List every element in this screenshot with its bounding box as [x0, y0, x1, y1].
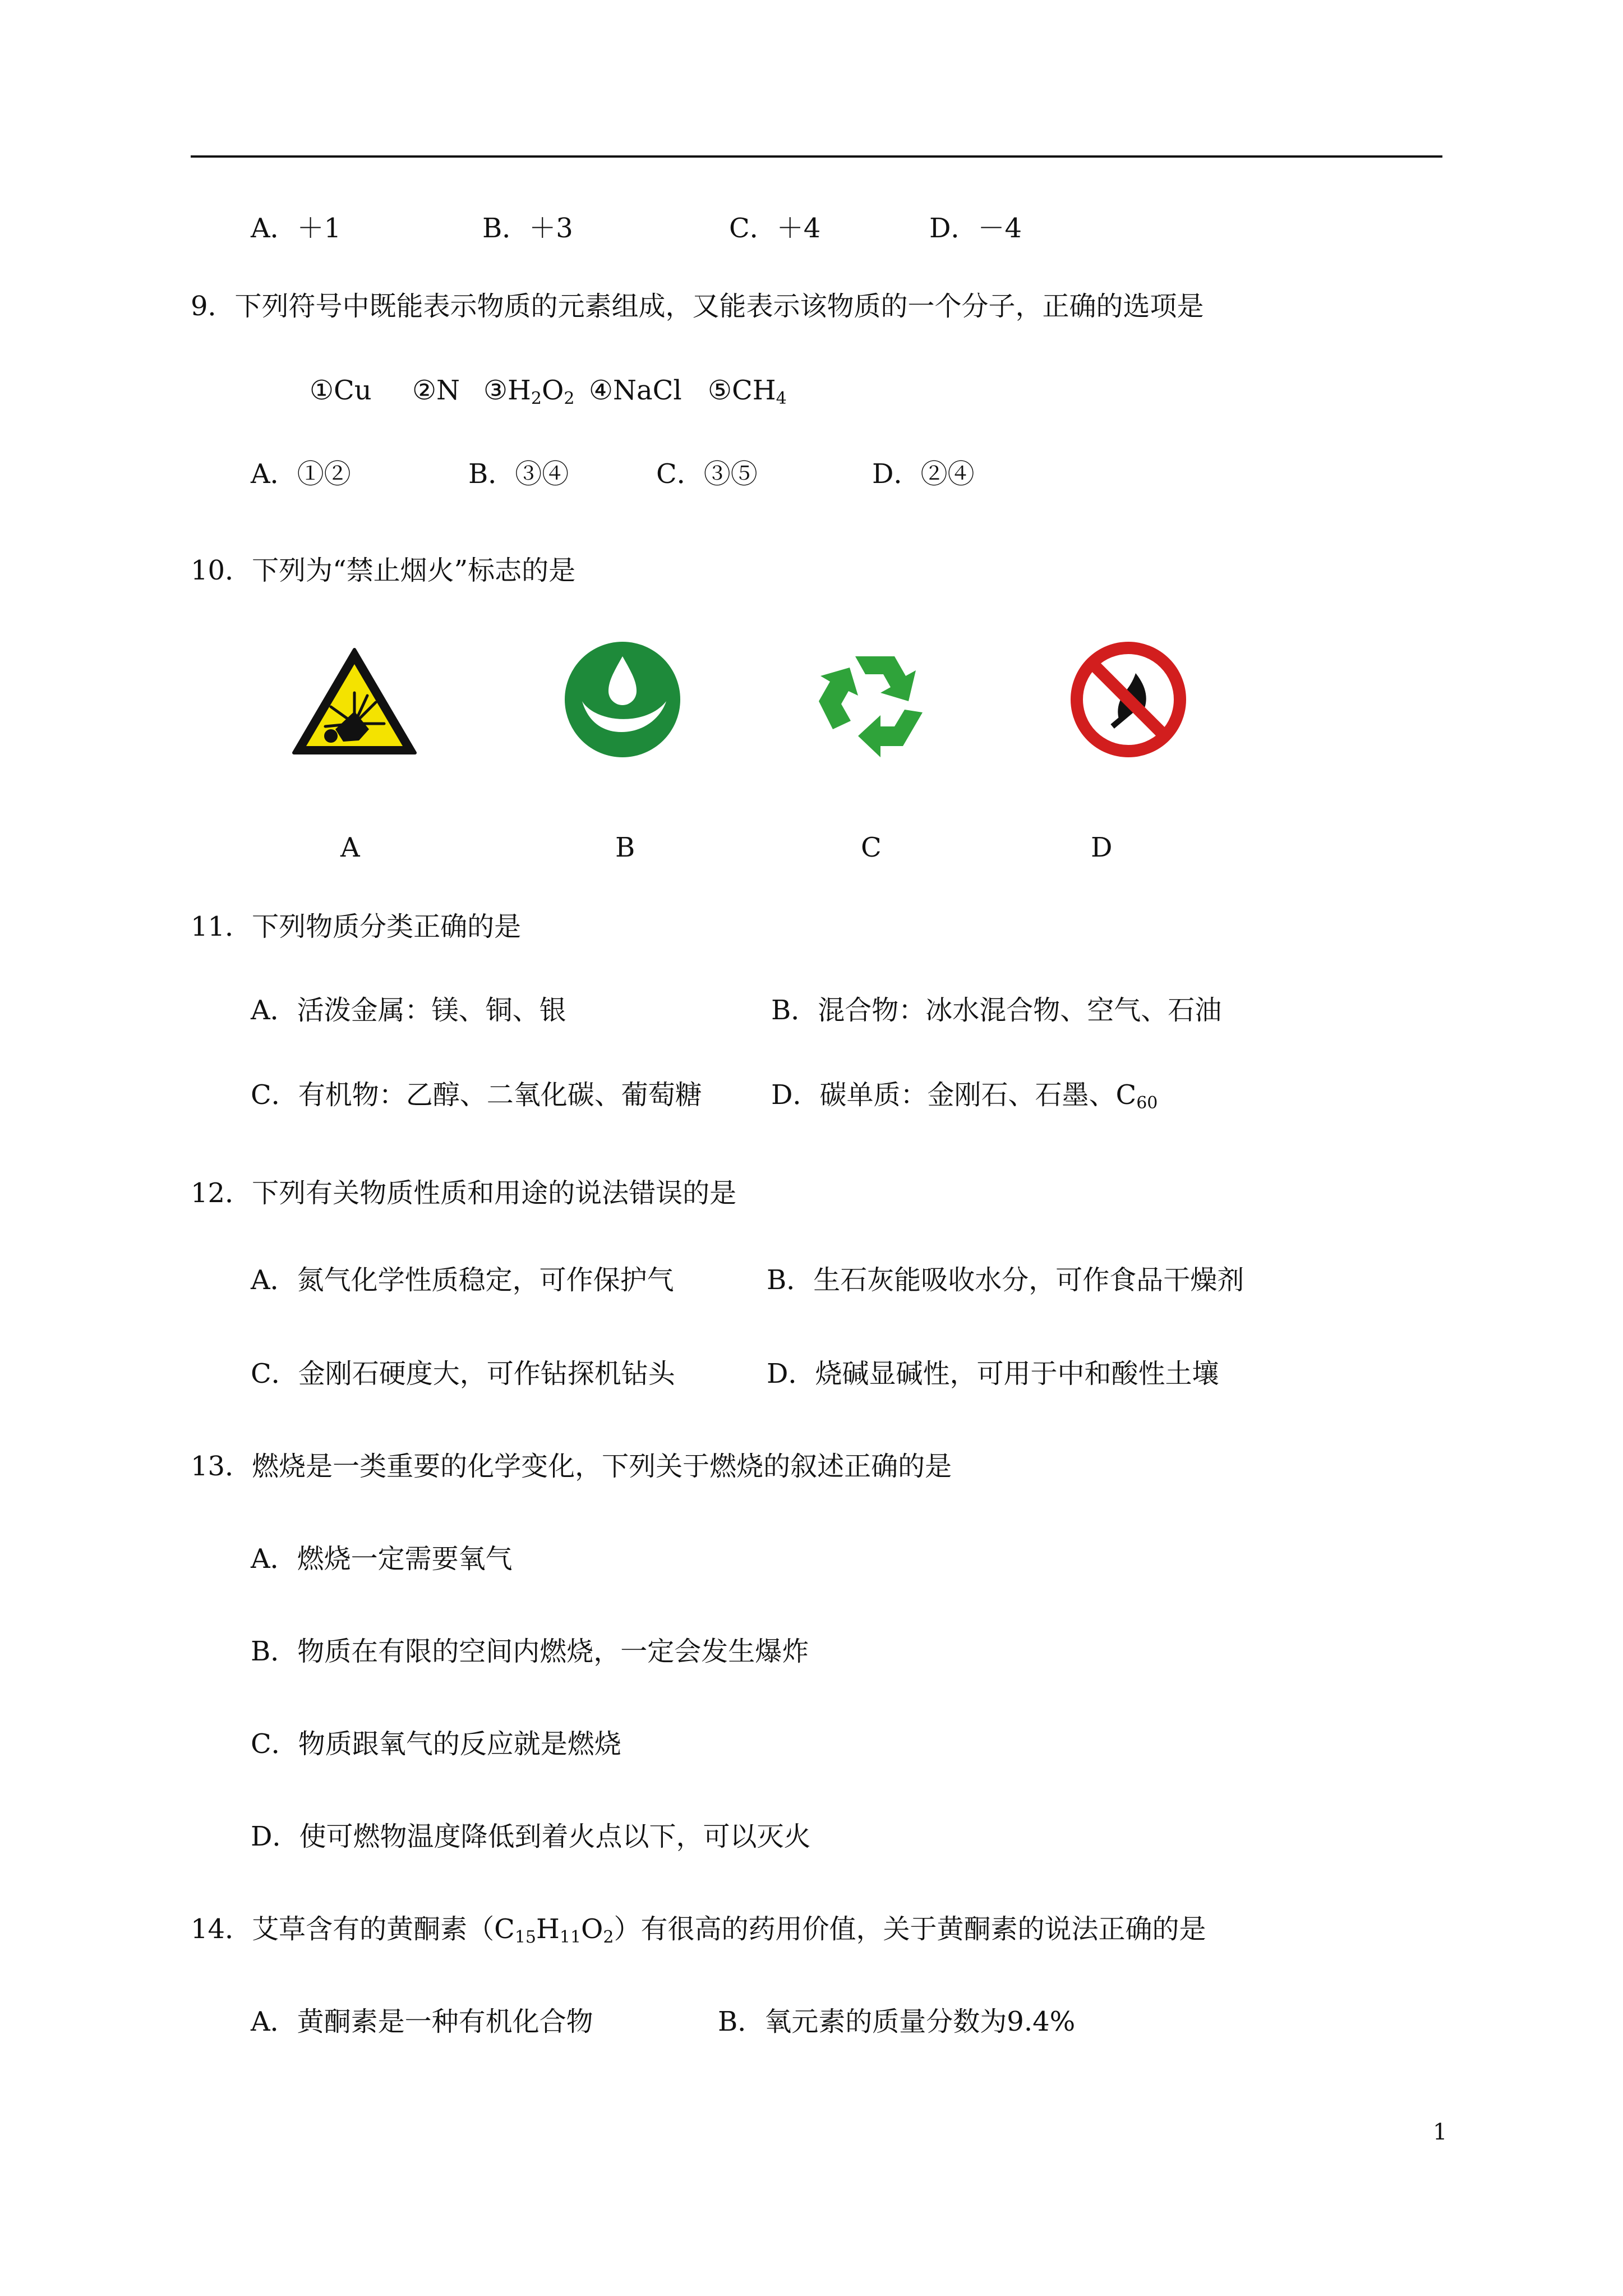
recycle-icon — [816, 639, 937, 760]
q12-option-a: A．氮气化学性质稳定，可作保护气 — [251, 1264, 674, 1296]
q11-option-c: C．有机物：乙醇、二氧化碳、葡萄糖 — [251, 1079, 702, 1111]
q9-symbol-4: ④NaCl — [589, 375, 682, 406]
q9-option-c: C．③⑤ — [656, 458, 758, 490]
q12-option-b: B．生石灰能吸收水分，可作食品干燥剂 — [767, 1264, 1244, 1296]
q10-stem: 10．下列为“禁止烟火”标志的是 — [191, 555, 576, 586]
q14-option-a: A．黄酮素是一种有机化合物 — [251, 2006, 593, 2037]
q9-symbol-1: ①Cu — [310, 375, 372, 406]
q10-label-c: C — [861, 832, 882, 863]
q8-option-d: D．－4 — [929, 213, 1022, 244]
q13-option-d: D．使可燃物温度降低到着火点以下，可以灭火 — [251, 1821, 811, 1852]
q12-option-d: D．烧碱显碱性，可用于中和酸性土壤 — [767, 1358, 1219, 1389]
q13-option-a: A．燃烧一定需要氧气 — [251, 1543, 513, 1575]
q9-symbol-2: ②N — [412, 375, 460, 406]
q11-stem: 11．下列物质分类正确的是 — [191, 911, 522, 942]
q14-option-b: B．氧元素的质量分数为9.4% — [718, 2006, 1076, 2037]
q8-option-c: C．＋4 — [729, 213, 821, 244]
q9-stem: 9．下列符号中既能表示物质的元素组成，又能表示该物质的一个分子，正确的选项是 — [191, 291, 1204, 322]
q9-option-b: B．③④ — [468, 458, 569, 490]
page-number: 1 — [1433, 2119, 1447, 2145]
q9-option-a: A．①② — [251, 458, 351, 490]
q11-option-b: B．混合物：冰水混合物、空气、石油 — [771, 995, 1222, 1026]
q12-stem: 12．下列有关物质性质和用途的说法错误的是 — [191, 1177, 737, 1209]
q10-label-b: B — [615, 832, 635, 863]
water-saving-icon — [562, 639, 683, 760]
q8-option-a: A．＋1 — [251, 213, 342, 244]
q13-option-c: C．物质跟氧气的反应就是燃烧 — [251, 1728, 621, 1760]
header-rule — [191, 155, 1442, 158]
q11-option-a: A．活泼金属：镁、铜、银 — [251, 995, 566, 1026]
q9-symbol-5: $⑤CH_4$ — [708, 375, 787, 408]
q8-option-b: B．＋3 — [482, 213, 573, 244]
q13-stem: 13．燃烧是一类重要的化学变化，下列关于燃烧的叙述正确的是 — [191, 1451, 952, 1482]
q9-symbol-3: $③H_2O_2$ — [483, 375, 575, 408]
q12-option-c: C．金刚石硬度大，可作钻探机钻头 — [251, 1358, 675, 1389]
q10-label-d: D — [1091, 832, 1113, 863]
q10-label-a: A — [340, 832, 360, 863]
no-fire-icon — [1068, 639, 1189, 760]
q13-option-b: B．物质在有限的空间内燃烧，一定会发生爆炸 — [251, 1636, 809, 1667]
q11-option-d: D．碳单质：金刚石、石墨、$C_{60}$ — [771, 1079, 1158, 1113]
q14-stem: 14．艾草含有的黄酮素$(C_{15}H_{11}O_2)$有很高的药用价值，关于黄酮素的说法正确的是 — [191, 1913, 1206, 1947]
explosive-warning-icon — [292, 645, 418, 757]
q9-option-d: D．②④ — [872, 458, 975, 490]
